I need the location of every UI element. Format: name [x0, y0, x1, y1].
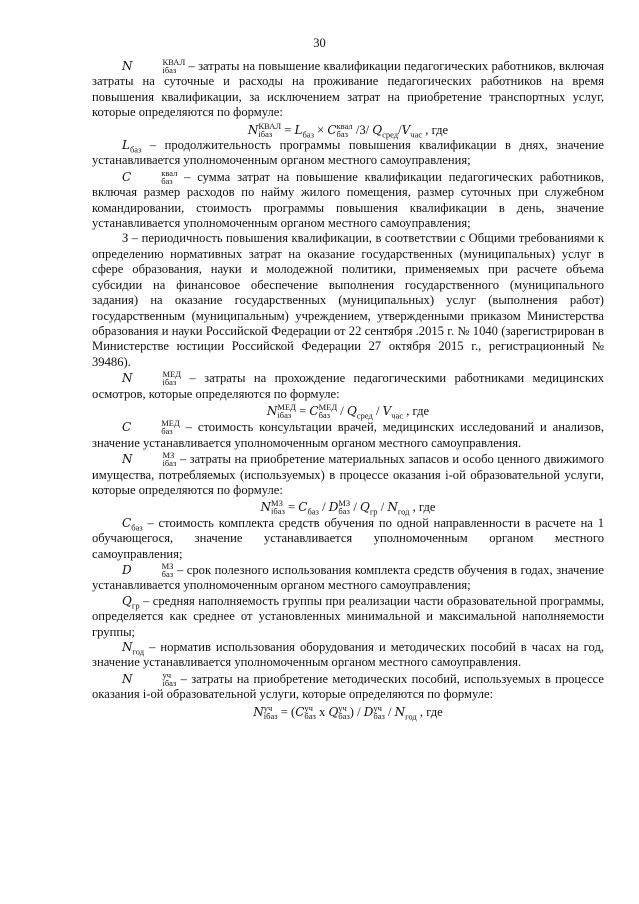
paragraph: C квал баз – сумма затрат на повышение квалификации педагогических работников, включая размер расходов по найму жилого помещения, размер суточных при служебном командировании, стоимость программы повышения квалификации в день, значение устанавливается уполномоченным органом местного самоуправления; — [92, 167, 604, 231]
paragraph: $N_{год}$ – норматив использования оборудования и методических пособий в часах на год, значение устанавливается уполномоченным органом местного самоуправления. — [92, 640, 604, 670]
page-number: 30 — [313, 36, 326, 50]
paragraph: $Q_{гр}$ – средняя наполняемость группы при реализации части образовательной программы, определяется как среднее от установленных минимальной и максимальной наполняемости группы; — [92, 593, 604, 639]
paragraph: $C_{баз}$ – стоимость комплекта средств обучения по одной направленности в расчете на 1 обучающегося, значение устанавливается уполномоченным органом местного самоуправления; — [92, 515, 604, 561]
paragraph: $L_{баз}$ – продолжительность программы повышения квалификации в днях, значение устанавливается уполномоченным органом местного самоуправления; — [92, 138, 604, 168]
paragraph: N КВАЛ iбаз – затраты на повышение квалификации педагогических работников, включая затраты на суточные и расходы на проживание педагогических работников на время повышения квалификации, за исключением затрат на приобретение транспортных услуг, которые определяются по формуле: — [92, 57, 604, 120]
formula: N уч iбаз = (C уч баз x Q уч баз ) / D уч баз / $N_{год}$ , где — [253, 702, 443, 722]
paragraph: N уч iбаз – затраты на приобретение методических пособий, используемых в процессе оказания i-ой образовательной услуги, которые определяются по формуле: — [92, 669, 604, 702]
paragraph: C МЕД баз – стоимость консультации врачей, медицинских исследований и анализов, значение устанавливается уполномоченным органом местного самоуправления. — [92, 418, 604, 450]
paragraph: N МЕД iбаз – затраты на прохождение педагогическими работниками медицинских осмотров, которые определяются по формуле: — [92, 369, 604, 401]
paragraph: З – периодичность повышения квалификации, в соответствии с Общими требованиями к определению нормативных затрат на оказание государственных (муниципальных) услуг в сфере образования, науки и молодежной политики, применяемых при расчете объема субсидии на финансовое обеспечение выполнения государственного (муниципального задания) на оказание государственных (муниципальных) услуг (выполнения работ) государственным (муниципальным) учреждением, утвержденными приказом Министерства образования и науки Российской Федерации от 22 сентября .2015 г. № 1040 (зарегистрирован в Министерстве юстиции Российской Федерации 27 октября 2015 г., регистрационный № 39486). — [92, 231, 604, 369]
formula: N МЗ iбаз = $C_{баз}$ / D МЗ баз / $Q_{гр} / N_{год}$ , где — [260, 498, 436, 517]
document-body — [92, 58, 604, 720]
paragraph: D МЗ баз – срок полезного использования комплекта средств обучения в годах, значение устанавливается уполномоченным органом местного самоуправления; — [92, 561, 604, 593]
paragraph: N МЗ iбаз – затраты на приобретение материальных запасов и особо ценного движимого имущества, потребляемых (используемых) в процессе оказания i-ой образовательной услуги, которые определяются по формуле: — [92, 450, 604, 497]
formula: N КВАЛ iбаз = $L_{баз} \times C$ квал баз /3/ $Q_{сред}/V_{час}$ , где — [247, 120, 449, 140]
formula: N МЕД iбаз = C МЕД баз / $Q_{сред} / V_{час}$ , где — [266, 401, 430, 421]
